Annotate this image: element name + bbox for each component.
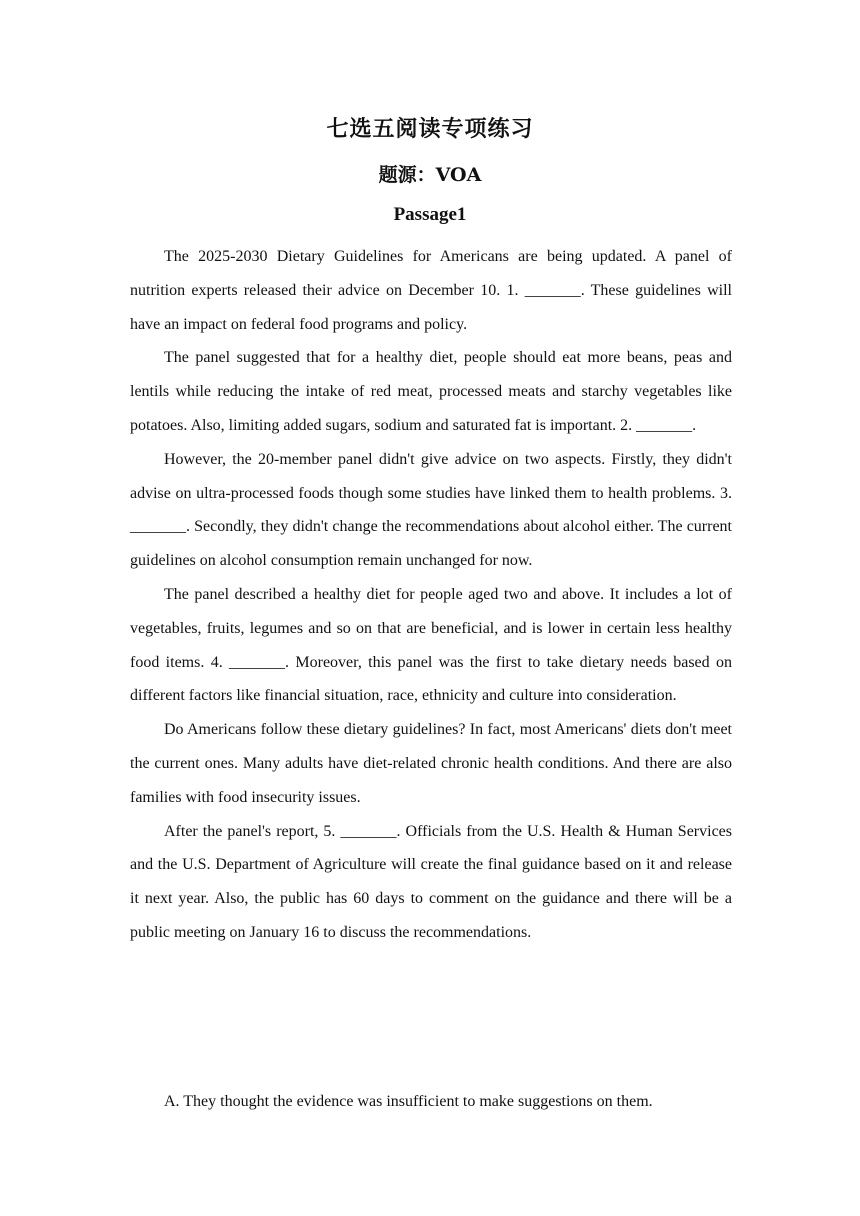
paragraph-1: The 2025-2030 Dietary Guidelines for Americans are being updated. A panel of nutrition experts released their advice on December 10. 1. _______. These guidelines will have an impact on federal food programs and policy. xyxy=(130,248,732,333)
document-title: 七选五阅读专项练习 xyxy=(326,117,534,142)
passage-body xyxy=(130,240,732,950)
passage-heading: Passage1 xyxy=(393,204,467,225)
paragraph-2: The panel suggested that for a healthy diet, people should eat more beans, peas and lentils while reducing the intake of red meat, processed meats and starchy vegetables like potatoes. Also, limiting added sugars, sodium and saturated fat is important. 2. _______. xyxy=(130,349,732,434)
source-subtitle: 题源：VOA xyxy=(378,164,482,186)
paragraph-4: The panel described a healthy diet for people aged two and above. It includes a lot of vegetables, fruits, legumes and so on that are beneficial, and is lower in certain less healthy food items. 4. _______. Moreover, this panel was the first to take dietary needs based on different factors like financial situation, race, ethnicity and culture into consideration. xyxy=(130,585,732,705)
option-a: A. They thought the evidence was insufficient to make suggestions on them. xyxy=(164,1093,653,1110)
paragraph-5: Do Americans follow these dietary guidelines? In fact, most Americans' diets don't meet the current ones. Many adults have diet-related chronic health conditions. And there are also families with food insecurity issues. xyxy=(130,721,732,806)
paragraph-6: After the panel's report, 5. _______. Officials from the U.S. Health & Human Services and the U.S. Department of Agriculture will create the final guidance based on it and release it next year. Also, the public has 60 days to comment on the guidance and there will be a public meeting on January 16 to discuss the recommendations. xyxy=(130,822,732,941)
paragraph-3: However, the 20-member panel didn't give advice on two aspects. Firstly, they didn't advise on ultra-processed foods though some studies have linked them to health problems. 3. _______. Secondly, they didn't change the recommendations about alcohol either. The current guidelines on alcohol consumption remain unchanged for now. xyxy=(130,450,732,570)
